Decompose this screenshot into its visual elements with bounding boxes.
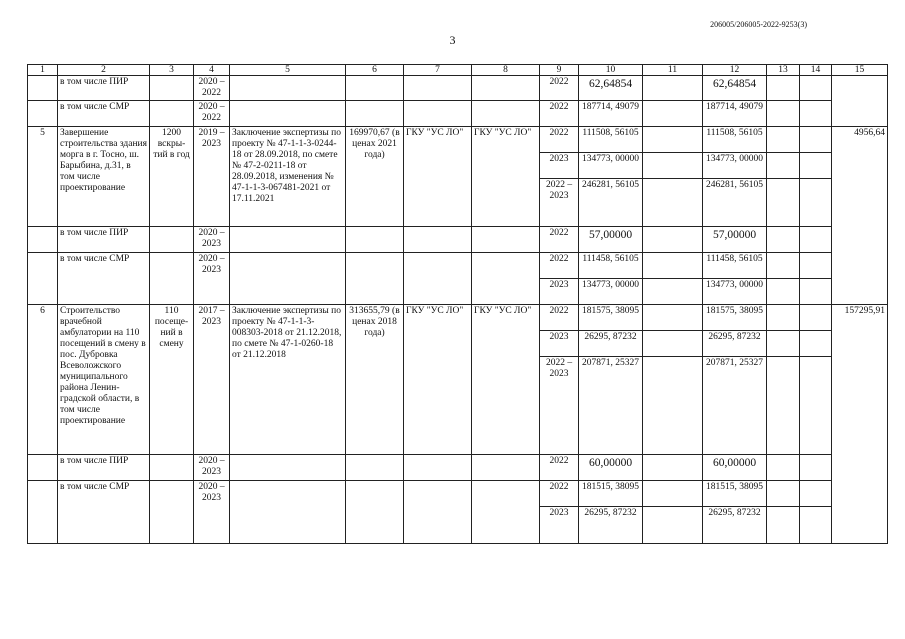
cell-amount: 57,00000 bbox=[579, 227, 643, 253]
cell-amount: 111508, 56105 bbox=[579, 127, 643, 153]
cell-year: 2022 – 2023 bbox=[540, 179, 579, 227]
cell-year: 2022 bbox=[540, 253, 579, 279]
table-row bbox=[28, 76, 888, 101]
cell-name: в том числе СМР bbox=[58, 253, 150, 305]
cell-amount: 60,00000 bbox=[579, 455, 643, 481]
cell-developer: ГКУ "УС ЛО" bbox=[472, 305, 540, 455]
cell-amount: 60,00000 bbox=[703, 455, 767, 481]
col-header: 5 bbox=[230, 65, 346, 76]
cell-amount: 246281, 56105 bbox=[579, 179, 643, 227]
cell-amount: 134773, 00000 bbox=[579, 279, 643, 305]
col-header: 14 bbox=[800, 65, 832, 76]
cell-amount: 207871, 25327 bbox=[703, 357, 767, 455]
cell-expertise: Заключение экспертизы по проекту № 47-1-1-3-008303-2018 от 21.12.2018, по смете № 47-1-0260-18 от 21.12.2018 bbox=[230, 305, 346, 455]
cell-number: 6 bbox=[28, 305, 58, 455]
table-row bbox=[28, 227, 888, 253]
cell-year: 2022 bbox=[540, 481, 579, 507]
table-row bbox=[28, 101, 888, 127]
col-header: 10 bbox=[579, 65, 643, 76]
cell-developer: ГКУ "УС ЛО" bbox=[472, 127, 540, 227]
cell-year: 2022 bbox=[540, 101, 579, 127]
cell-capacity: 1200 вскры-тий в год bbox=[150, 127, 194, 227]
header-row bbox=[28, 65, 888, 76]
col-header: 8 bbox=[472, 65, 540, 76]
col-header: 11 bbox=[643, 65, 703, 76]
cell-period: 2017 – 2023 bbox=[194, 305, 230, 455]
cell-year: 2023 bbox=[540, 331, 579, 357]
cell-year: 2022 – 2023 bbox=[540, 357, 579, 455]
cell-number: 5 bbox=[28, 127, 58, 227]
cell-amount: 181515, 38095 bbox=[579, 481, 643, 507]
table-row bbox=[28, 253, 888, 279]
cell-amount: 207871, 25327 bbox=[579, 357, 643, 455]
cell-amount: 134773, 00000 bbox=[703, 153, 767, 179]
cell-total: 4956,64 bbox=[832, 127, 888, 305]
cell-amount: 26295, 87232 bbox=[579, 331, 643, 357]
cell-year: 2023 bbox=[540, 153, 579, 179]
cell-customer: ГКУ "УС ЛО" bbox=[404, 127, 472, 227]
cell-year: 2022 bbox=[540, 127, 579, 153]
table-row bbox=[28, 455, 888, 481]
col-header: 6 bbox=[346, 65, 404, 76]
cell-amount: 134773, 00000 bbox=[703, 279, 767, 305]
page-number: 3 bbox=[449, 33, 456, 47]
cell-name: Строительство врачебной амбулатории на 110 посещений в смену в пос. Дубровка Всеволожского муниципального района Ленин-градской области, в том числе проектирование bbox=[58, 305, 150, 455]
cell-period: 2020 – 2023 bbox=[194, 455, 230, 481]
cell-amount: 134773, 00000 bbox=[579, 153, 643, 179]
cell-amount: 26295, 87232 bbox=[703, 507, 767, 544]
cell-cost: 169970,67 (в ценах 2021 года) bbox=[346, 127, 404, 227]
col-header: 9 bbox=[540, 65, 579, 76]
cell-amount: 181575, 38095 bbox=[703, 305, 767, 331]
cell-period: 2020 – 2022 bbox=[194, 101, 230, 127]
col-header: 7 bbox=[404, 65, 472, 76]
cell-period: 2020 – 2023 bbox=[194, 253, 230, 305]
cell-name: в том числе ПИР bbox=[58, 455, 150, 481]
col-header: 13 bbox=[767, 65, 800, 76]
cell-amount: 111458, 56105 bbox=[703, 253, 767, 279]
cell-amount: 62,64854 bbox=[579, 76, 643, 101]
cell-amount: 111458, 56105 bbox=[579, 253, 643, 279]
cell-name: в том числе СМР bbox=[58, 481, 150, 544]
cell-name: в том числе ПИР bbox=[58, 76, 150, 101]
col-header: 15 bbox=[832, 65, 888, 76]
cell-amount: 187714, 49079 bbox=[703, 101, 767, 127]
cell-amount: 111508, 56105 bbox=[703, 127, 767, 153]
cell-period: 2019 – 2023 bbox=[194, 127, 230, 227]
cell-amount: 26295, 87232 bbox=[703, 331, 767, 357]
cell-cost: 313655,79 (в ценах 2018 года) bbox=[346, 305, 404, 455]
cell-year: 2022 bbox=[540, 76, 579, 101]
cell-period: 2020 – 2023 bbox=[194, 227, 230, 253]
col-header: 4 bbox=[194, 65, 230, 76]
cell-name: в том числе СМР bbox=[58, 101, 150, 127]
col-header: 2 bbox=[58, 65, 150, 76]
document-id: 206005/206005-2022-9253(3) bbox=[710, 20, 807, 29]
cell-year: 2022 bbox=[540, 227, 579, 253]
col-header: 3 bbox=[150, 65, 194, 76]
col-header: 1 bbox=[28, 65, 58, 76]
cell-amount: 57,00000 bbox=[703, 227, 767, 253]
cell-customer: ГКУ "УС ЛО" bbox=[404, 305, 472, 455]
col-header: 12 bbox=[703, 65, 767, 76]
table-row bbox=[28, 305, 888, 331]
table-row bbox=[28, 127, 888, 153]
cell-year: 2022 bbox=[540, 305, 579, 331]
cell-amount: 187714, 49079 bbox=[579, 101, 643, 127]
cell-amount: 62,64854 bbox=[703, 76, 767, 101]
investment-table bbox=[27, 64, 888, 544]
cell-capacity: 110 посеще-ний в смену bbox=[150, 305, 194, 455]
cell-amount: 181515, 38095 bbox=[703, 481, 767, 507]
cell-amount: 181575, 38095 bbox=[579, 305, 643, 331]
cell-expertise: Заключение экспертизы по проекту № 47-1-1-3-0244-18 от 28.09.2018, по смете № 47-2-0211-18 от 28.09.2018, изменения № 47-1-1-3-067481-2021 от 17.11.2021 bbox=[230, 127, 346, 227]
table-row bbox=[28, 481, 888, 507]
cell-amount: 26295, 87232 bbox=[579, 507, 643, 544]
cell-name: Завершение строительства здания морга в г. Тосно, ш. Барыбина, д.31, в том числе проектирование bbox=[58, 127, 150, 227]
cell-period: 2020 – 2022 bbox=[194, 76, 230, 101]
cell-total: 157295,91 bbox=[832, 305, 888, 544]
cell-year: 2022 bbox=[540, 455, 579, 481]
cell-period: 2020 – 2023 bbox=[194, 481, 230, 544]
cell-name: в том числе ПИР bbox=[58, 227, 150, 253]
cell-amount: 246281, 56105 bbox=[703, 179, 767, 227]
cell-year: 2023 bbox=[540, 507, 579, 544]
cell-year: 2023 bbox=[540, 279, 579, 305]
